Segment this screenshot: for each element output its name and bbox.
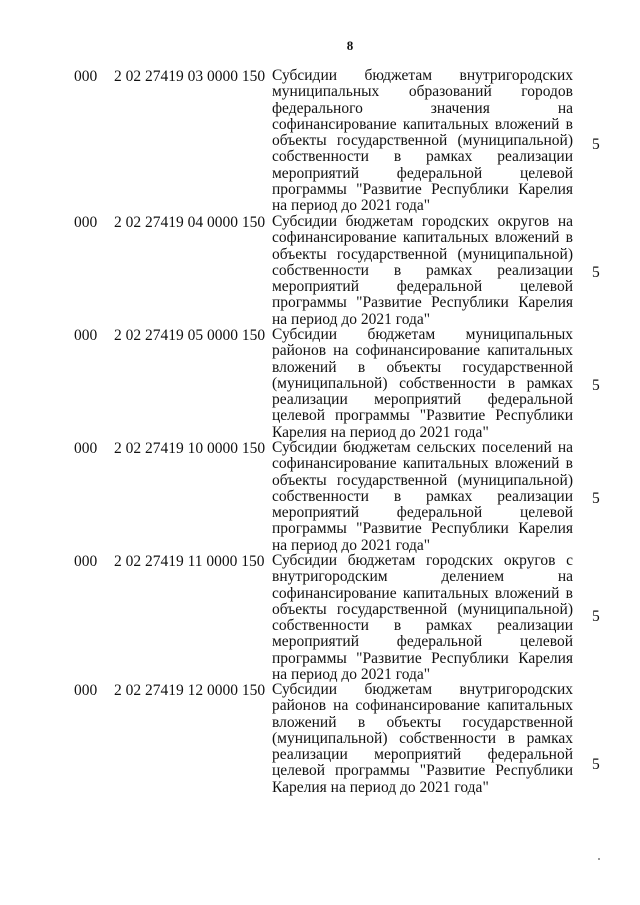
row-description: Субсидии бюджетам внутригородских муниципальных образований городов федерального значения на софинансирование капитальных вложений в объекты государственной (муниципальной) собственности в рамках реализации мероприятий федеральной целевой программы "Развитие Республики Карелия на период до 2021 года" bbox=[272, 67, 573, 215]
row-description: Субсидии бюджетам внутригородских районов на софинансирование капитальных вложений в объекты государственной (муниципальной) собственности в рамках реализации мероприятий федеральной целевой программы "Развитие Республики Карелия на период до 2021 года" bbox=[272, 681, 573, 796]
row-description: Субсидии бюджетам городских округов с внутригородским делением на софинансирование капитальных вложений в объекты государственной (муниципальной) собственности в рамках реализации мероприятий федеральной целевой программы "Развитие Республики Карелия на период до 2021 года" bbox=[272, 552, 573, 684]
table-row bbox=[0, 67, 640, 215]
table-row bbox=[0, 682, 640, 800]
row-description: Субсидии бюджетам сельских поселений на софинансирование капитальных вложений в объекты государственной (муниципальной) собственности в рамках реализации мероприятий федеральной целевой программы "Развитие Республики Карелия на период до 2021 года" bbox=[272, 439, 573, 554]
admin-code: 000 bbox=[74, 68, 98, 85]
row-value: 5 bbox=[592, 377, 600, 394]
row-value: 5 bbox=[592, 264, 600, 281]
row-value: 5 bbox=[592, 136, 600, 153]
table-row bbox=[0, 327, 640, 445]
row-value: 5 bbox=[592, 608, 600, 625]
page-number: 8 bbox=[346, 38, 354, 53]
row-description: Субсидии бюджетам городских округов на софинансирование капитальных вложений в объекты государственной (муниципальной) собственности в рамках реализации мероприятий федеральной целевой программы "Развитие Республики Карелия на период до 2021 года" bbox=[272, 213, 573, 328]
row-value: 5 bbox=[592, 490, 600, 507]
admin-code: 000 bbox=[74, 682, 98, 699]
row-description: Субсидии бюджетам муниципальных районов на софинансирование капитальных вложений в объекты государственной (муниципальной) собственности в рамках реализации мероприятий федеральной целевой программы "Развитие Республики Карелия на период до 2021 года" bbox=[272, 326, 573, 441]
table-row bbox=[0, 214, 640, 332]
table-row bbox=[0, 440, 640, 558]
budget-code: 2 02 27419 05 0000 150 bbox=[114, 327, 266, 344]
budget-code: 2 02 27419 11 0000 150 bbox=[114, 553, 265, 570]
budget-code: 2 02 27419 03 0000 150 bbox=[114, 68, 266, 85]
scan-speck bbox=[598, 858, 600, 860]
table-row bbox=[0, 552, 640, 684]
admin-code: 000 bbox=[74, 214, 98, 231]
row-value: 5 bbox=[592, 756, 600, 773]
admin-code: 000 bbox=[74, 440, 98, 457]
admin-code: 000 bbox=[74, 327, 98, 344]
budget-code: 2 02 27419 04 0000 150 bbox=[114, 214, 266, 231]
budget-code: 2 02 27419 12 0000 150 bbox=[114, 682, 266, 699]
admin-code: 000 bbox=[74, 553, 98, 570]
budget-code: 2 02 27419 10 0000 150 bbox=[114, 440, 266, 457]
